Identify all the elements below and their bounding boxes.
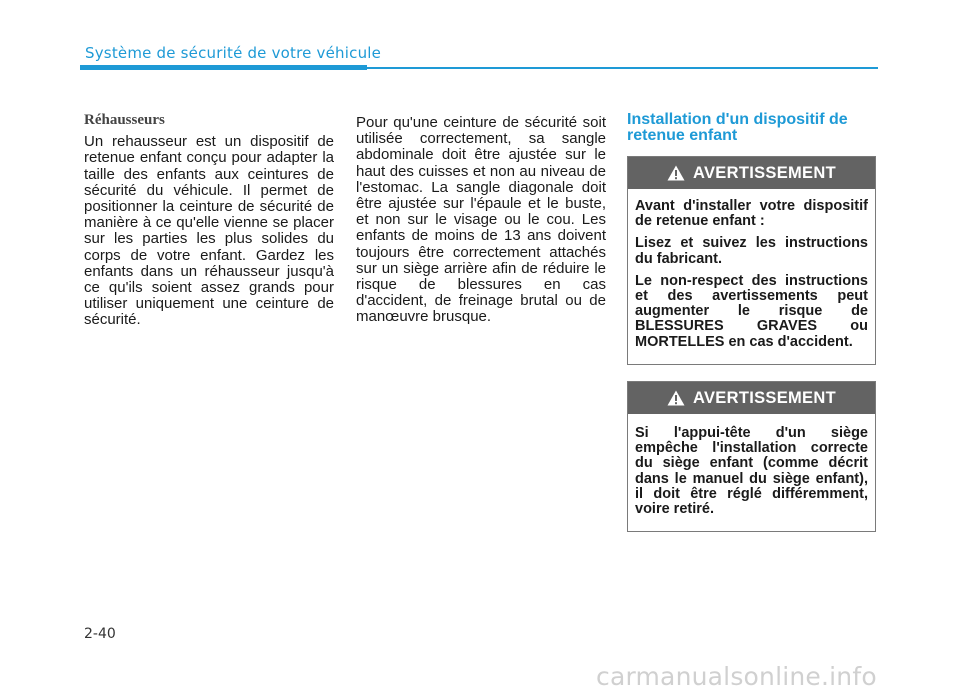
- warning1-paragraph: Lisez et suivez les instructions du fabricant.: [635, 235, 868, 267]
- header-rule-thin: [367, 67, 878, 69]
- warning-box-1: [627, 156, 876, 365]
- warning2-paragraph: Si l'appui-tête d'un siège empêche l'installation correcte du siège enfant (comme décrit dans le manuel du siège enfant), il doit être réglé différemment, voire retiré.: [635, 425, 868, 518]
- warning1-paragraph: Le non-respect des instructions et des avertissements peut augmenter le risque de BLESSURES GRAVES ou MORTELLES en cas d'accident.: [635, 272, 868, 350]
- warning1-paragraph: Avant d'installer votre dispositif de retenue enfant :: [635, 198, 868, 230]
- header-rule-thick: [80, 65, 367, 70]
- warning-body-1: [628, 189, 875, 350]
- section-heading-installation: Installation d'un dispositif de retenue enfant: [627, 111, 848, 144]
- column-left: [84, 112, 334, 329]
- warning-box-2: [627, 381, 876, 532]
- warning-header-1: [628, 157, 875, 189]
- section-title: Système de sécurité de votre véhicule: [85, 44, 382, 62]
- watermark: carmanualsonline.info: [596, 662, 877, 691]
- warning-triangle-icon: [667, 390, 685, 406]
- paragraph-rehausseur: Un rehausseur est un dispositif de retenue enfant conçu pour adapter la taille des enfants aux ceintures de sécurité du véhicule. Il permet de positionner la ceinture de sécurité de manière à ce qu'elle vienne se placer sur les parties les plus solides du corps de votre enfant. Gardez les enfants dans un réhausseur jusqu'à ce qu'ils soient assez grands pour utiliser uniquement une ceinture de sécurité.: [84, 133, 334, 329]
- subheading-rehausseurs: Réhausseurs: [84, 112, 165, 128]
- warning-title-1: AVERTISSEMENT: [693, 163, 836, 182]
- warning-triangle-icon: [667, 165, 685, 181]
- warning-header-2: [628, 382, 875, 414]
- paragraph-ceinture: Pour qu'une ceinture de sécurité soit utilisée correctement, sa sangle abdominale doit être ajustée sur le haut des cuisses et non au niveau de l'estomac. La sangle diagonale doit être ajustée sur l'épaule et le buste, et non sur le visage ou le cou. Les enfants de moins de 13 ans doivent toujours être correctement attachés sur un siège arrière afin de réduire le risque de blessures en cas d'accident, de freinage brutal ou de manœuvre brusque.: [356, 114, 606, 326]
- warning-title-2: AVERTISSEMENT: [693, 388, 836, 407]
- column-middle: [356, 115, 606, 326]
- page-number: 2-40: [84, 626, 116, 642]
- warning-body-2: [628, 414, 875, 517]
